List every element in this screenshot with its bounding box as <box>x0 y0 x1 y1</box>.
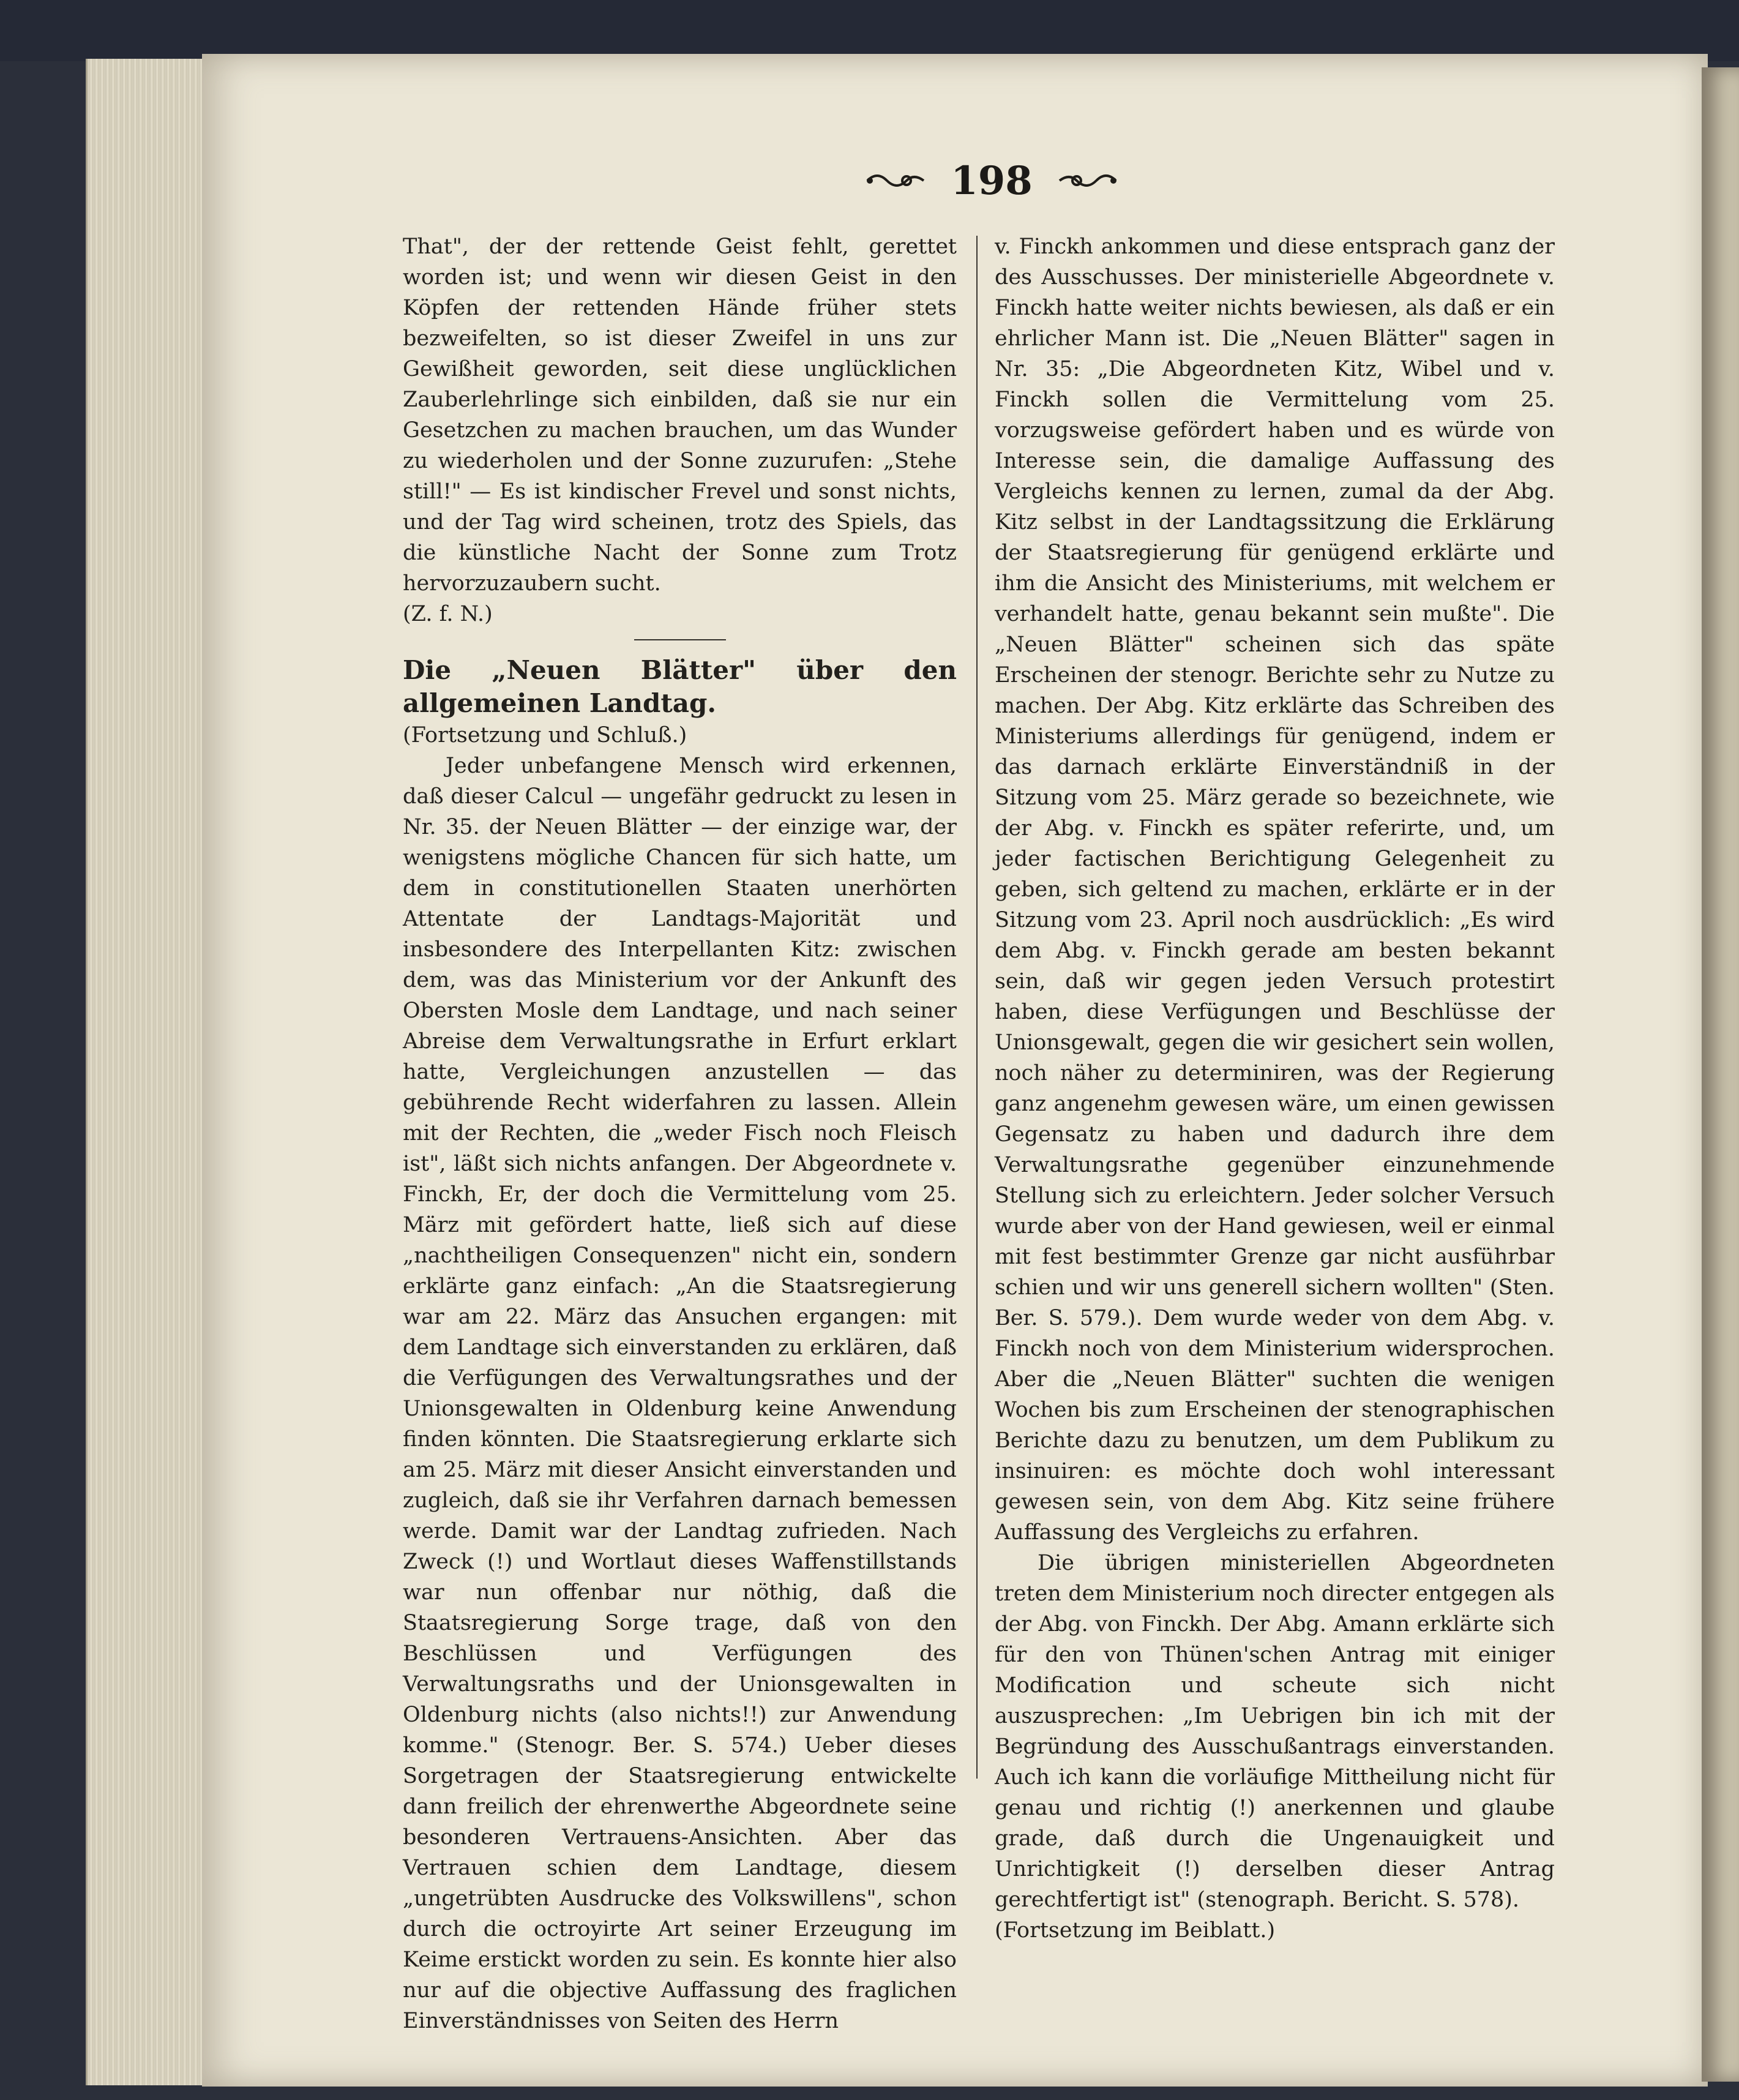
paragraph: Die übrigen ministeriellen Abgeordneten treten dem Ministerium noch directer entgegen als der Abg. von Finckh. Der Abg. Amann erklärte sich für den von Thünen'schen Antrag mit einiger Modification und scheute sich nicht auszusprechen: „Im Uebrigen bin ich mit der Begründung des Ausschußantrags einverstanden. Auch ich kann die vorläufige Mittheilung nicht für genau und richtig (!) anerkennen und glaube grade, daß durch die Ungenauigkeit und Unrichtigkeit (!) derselben dieser Antrag gerechtfertigt ist" (stenograph. Bericht. S. 578). <box>995 1551 1555 1912</box>
right-ornament-icon <box>1057 167 1118 194</box>
page-number: 198 <box>951 157 1033 204</box>
paragraph: v. Finckh ankommen und diese entsprach ganz der des Ausschusses. Der ministerielle Abgeordnete v. Finckh hatte weiter nichts bewiesen, als daß er ein ehrlicher Mann ist. Die „Neuen Blätter" sagen in Nr. 35: „Die Abgeordneten Kitz, Wibel und v. Finckh sollen die Vermittelung vom 25. vorzugsweise gefördert haben und es würde von Interesse sein, die damalige Auffassung des Vergleichs kennen zu lernen, zumal da der Abg. Kitz selbst in der Landtagssitzung die Erklärung der Staatsregierung für genügend erklärte und ihm die Ansicht des Ministeriums, mit welchem er verhandelt hatte, genau bekannt sein mußte". Die „Neuen Blätter" scheinen sich das späte Erscheinen der stenogr. Berichte sehr zu Nutze zu machen. Der Abg. Kitz erklärte das Schreiben des Ministeriums allerdings für genügend, indem er das darnach erklärte Einverständniß in der Sitzung vom 25. März gerade so bezeichnete, wie der Abg. v. Finckh es später referirte, und, um jeder factischen Berichtigung Gelegenheit zu geben, sich geltend zu machen, erklärte er in der Sitzung vom 23. April noch ausdrücklich: „Es wird dem Abg. v. Finckh gerade am besten bekannt sein, daß wir gegen jeden Versuch protestirt haben, diese Verfügungen und Beschlüsse der Unionsgewalt, gegen die wir gesichert sein wollen, noch näher zu determiniren, was der Regierung ganz angenehm gewesen wäre, um einen gewissen Gegensatz zu haben und dadurch ihre dem Verwaltungsrathe gegenüber einzunehmende Stellung sich zu erleichtern. Jeder solcher Versuch wurde aber von der Hand gewiesen, weil er einmal mit fest bestimmter Grenze gar nicht ausführbar schien und wir uns generell sichern wollten" (Sten. Ber. S. 579.). Dem wurde weder von dem Abg. v. Finckh noch von dem Ministerium widersprochen. Aber die „Neuen Blätter" suchten die wenigen Wochen bis zum Erscheinen der stenographischen Berichte dazu zu benutzen, um dem Publikum zu insinuiren: es möchte doch wohl interessant gewesen sein, von dem Abg. Kitz seine frühere Auffassung des Vergleichs zu erfahren. <box>995 234 1555 1545</box>
page-header <box>851 156 1132 205</box>
left-column <box>403 231 957 2036</box>
article-title: Die „Neuen Blätter" über den allgemeinen Landtag. <box>403 655 957 718</box>
paragraph: Jeder unbefangene Mensch wird erkennen, daß dieser Calcul — ungefähr gedruckt zu lesen in Nr. 35. der Neuen Blätter — der einzige war, der wenigstens mögliche Chancen für sich hatte, um dem in constitutionellen Staaten unerhörten Attentate der Landtags-Majorität und insbesondere des Interpellanten Kitz: zwischen dem, was das Ministerium vor der Ankunft des Obersten Mosle dem Landtage, und nach seiner Abreise dem Verwaltungsrathe in Erfurt erklart hatte, Vergleichungen anzustellen — das gebührende Recht widerfahren zu lassen. Allein mit der Rechten, die „weder Fisch noch Fleisch ist", läßt sich nichts anfangen. Der Abgeordnete v. Finckh, Er, der doch die Vermittelung vom 25. März mit gefördert hatte, ließ sich auf diese „nachtheiligen Consequenzen" nicht ein, sondern erklärte ganz einfach: „An die Staatsregierung war am 22. März das Ansuchen ergangen: mit dem Landtage sich einverstanden zu erklären, daß die Verfügungen des Verwaltungsrathes und der Unionsgewalten in Oldenburg keine Anwendung finden könnten. Die Staatsregierung erklarte sich am 25. März mit dieser Ansicht einverstanden und zugleich, daß sie ihr Verfahren darnach bemessen werde. Damit war der Landtag zufrieden. Nach Zweck (!) und Wortlaut dieses Waffenstillstands war nun offenbar nur nöthig, daß die Staatsregierung Sorge trage, daß von den Beschlüssen und Verfügungen des Verwaltungsraths und der Unionsgewalten in Oldenburg nichts (also nichts!!) zur Anwendung komme." (Stenogr. Ber. S. 574.) Ueber dieses Sorgetragen der Staatsregierung entwickelte dann freilich der ehrenwerthe Abgeordnete seine besonderen Vertrauens-Ansichten. Aber das Vertrauen schien dem Landtage, diesem „ungetrübten Ausdrucke des Volkswillens", schon durch die octroyirte Art seiner Erzeugung im Keime erstickt worden zu sein. Es konnte hier also nur auf die objective Auffassung des fraglichen Einverständnisses von Seiten des Herrn <box>403 754 957 2033</box>
continuation-note: (Fortsetzung im Beiblatt.) <box>995 1918 1276 1943</box>
divider <box>634 639 726 640</box>
right-column <box>995 231 1555 1946</box>
left-ornament-icon <box>865 167 926 194</box>
source-citation: (Z. f. N.) <box>403 602 493 626</box>
background <box>0 0 1739 61</box>
article-subtitle: (Fortsetzung und Schluß.) <box>403 723 687 748</box>
paragraph: That", der der rettende Geist fehlt, gerettet worden ist; und wenn wir diesen Geist in den Köpfen der rettenden Hände früher stets bezweifelten, so ist dieser Zweifel in uns zur Gewißheit geworden, seit diese unglücklichen Zauberlehrlinge sich einbilden, daß sie nur ein Gesetzchen zu machen brauchen, um das Wunder zu wiederholen und der Sonne zuzurufen: „Stehe still!" — Es ist kindischer Frevel und sonst nichts, und der Tag wird scheinen, trotz des Spiels, das die künstliche Nacht der Sonne zum Trotz hervorzuzaubern sucht. <box>403 234 957 596</box>
facing-page-edge <box>1702 67 1739 2082</box>
column-divider <box>976 236 978 1779</box>
